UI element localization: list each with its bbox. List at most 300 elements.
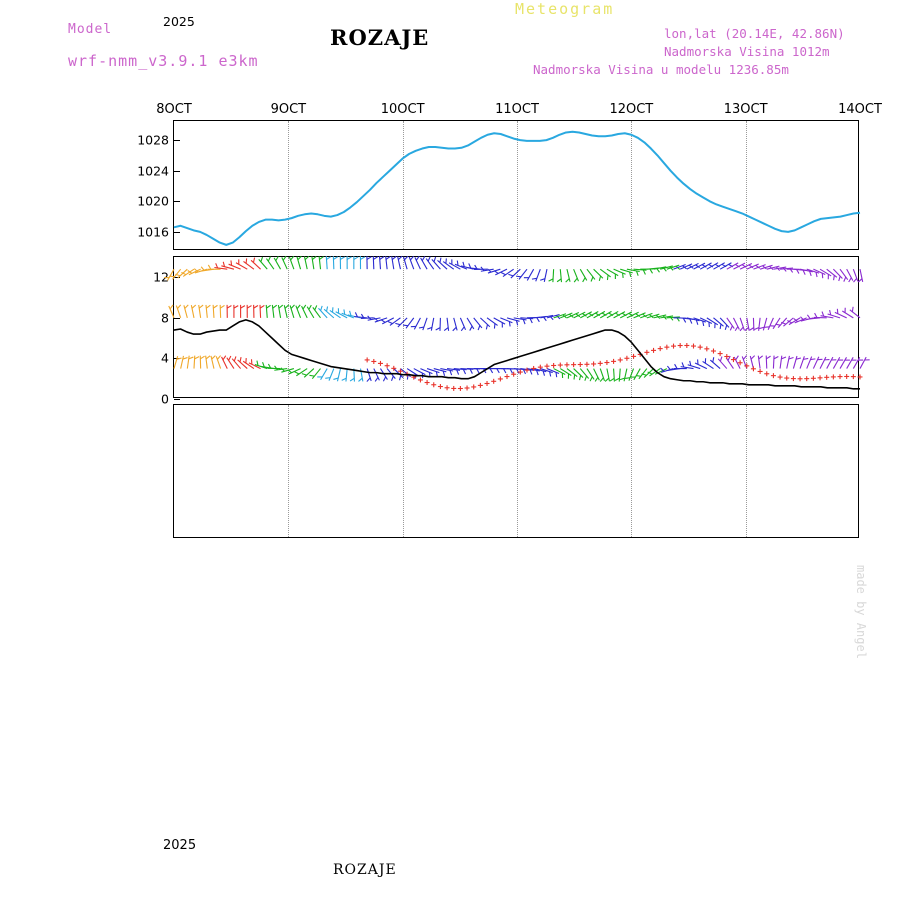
wind-barb-flag — [623, 273, 624, 278]
wind-barb-flag — [625, 378, 630, 379]
gust-marker — [604, 360, 609, 365]
wind-barb-flag — [610, 378, 614, 381]
x-axis-tick: 14OCT — [838, 102, 882, 117]
wind-barb-flag — [303, 305, 306, 309]
wind-barb-flag — [276, 256, 279, 260]
wind-barb-flag — [213, 305, 217, 308]
wind-barb-flag — [574, 375, 575, 380]
wind-barb-flag — [490, 369, 492, 373]
wind-barb — [614, 369, 615, 382]
wind-barb-flag — [764, 327, 769, 328]
wind-barb-flag — [229, 356, 231, 360]
wind-barb — [213, 305, 214, 318]
wind-barb-flag — [650, 269, 653, 273]
gust-marker — [764, 371, 769, 376]
wind-barb-flag — [470, 369, 472, 373]
wind-barb-flag — [315, 305, 317, 310]
gust-marker — [644, 350, 649, 355]
wind-barb-flag — [312, 256, 316, 259]
wind-barb — [423, 318, 427, 330]
wind-panel — [153, 256, 859, 407]
gust-marker — [844, 374, 849, 379]
wind-barb-flag — [510, 369, 512, 373]
wind-barb — [187, 356, 189, 369]
wind-barb-flag — [327, 257, 331, 260]
wind-barb-flag — [858, 279, 862, 282]
wind-barb-flag — [260, 305, 264, 308]
gust-marker — [664, 345, 669, 350]
gridline-vertical — [288, 405, 289, 537]
gust-marker — [798, 376, 803, 381]
wind-barb — [853, 357, 859, 368]
wind-barb — [536, 269, 541, 281]
gust-marker — [551, 363, 556, 368]
gust-marker — [371, 359, 376, 364]
gust-marker — [611, 359, 616, 364]
wind-barb-flag — [381, 320, 385, 323]
wind-barb-flag — [446, 258, 447, 263]
page-title: ROZAJE — [330, 25, 430, 50]
wind-barb — [860, 357, 866, 368]
wind-barb — [587, 312, 598, 318]
gust-marker — [824, 375, 829, 380]
wind-barb — [259, 259, 267, 269]
wind-barb — [793, 356, 797, 369]
x-axis-tick: 9OCT — [270, 102, 307, 117]
wind-barb-flag — [557, 279, 561, 282]
wind-barb-flag — [725, 325, 726, 330]
wind-barb-flag — [574, 278, 577, 282]
gust-marker — [378, 361, 383, 366]
wind-barb-flag — [440, 258, 441, 263]
wind-barb-flag — [400, 375, 401, 380]
wind-barb-flag — [386, 257, 390, 260]
y-axis-tick: 8 — [161, 310, 169, 326]
wind-barb-flag — [774, 357, 778, 359]
gust-marker — [831, 374, 836, 379]
wind-barb — [840, 357, 846, 368]
wind-barb — [431, 318, 433, 331]
wind-barb — [337, 369, 340, 382]
gust-marker — [431, 382, 436, 387]
wind-barb-flag — [494, 324, 495, 329]
wind-barb-flag — [503, 369, 505, 373]
made-by-credit: made by Angel — [854, 565, 868, 659]
wind-barb-flag — [713, 357, 714, 362]
wind-barb-flag — [595, 377, 598, 381]
wind-barb — [713, 263, 724, 270]
gust-marker — [445, 385, 450, 390]
wind-barb-flag — [436, 328, 440, 330]
x-axis-tick: 13OCT — [723, 102, 768, 117]
wind-barb-flag — [273, 305, 277, 308]
wind-barb-flag — [373, 257, 377, 260]
wind-barb-flag — [279, 305, 283, 308]
wind-barb-flag — [305, 256, 309, 259]
gust-marker — [858, 374, 863, 379]
wind-barb-flag — [605, 378, 609, 381]
gust-marker — [784, 376, 789, 381]
wind-barb — [266, 259, 273, 270]
gust-marker — [505, 374, 510, 379]
gust-marker — [471, 384, 476, 389]
plot-area — [174, 257, 860, 399]
wind-barb-flag — [388, 322, 393, 324]
wind-barb-flag — [217, 356, 220, 360]
gust-marker — [598, 361, 603, 366]
wind-barb-flag — [815, 313, 817, 317]
wind-barb-flag — [508, 274, 513, 275]
wind-barb-flag — [566, 279, 570, 282]
wind-barb — [421, 258, 427, 269]
wind-barb — [847, 357, 853, 368]
wind-barb — [768, 318, 773, 330]
wind-barb-flag — [844, 277, 846, 282]
wind-barb-flag — [497, 369, 500, 373]
wind-barb-flag — [720, 324, 721, 329]
wind-barb-flag — [410, 256, 413, 260]
wind-barb — [594, 311, 605, 317]
wind-barb-flag — [453, 327, 457, 331]
wind-barb — [780, 356, 782, 369]
wind-barb-flag — [383, 377, 385, 381]
wind-barb-flag — [461, 327, 464, 331]
wind-barb — [587, 269, 595, 279]
wind-barb-flag — [834, 275, 835, 280]
wind-barb — [694, 263, 705, 269]
gust-marker — [758, 369, 763, 374]
gust-marker — [698, 345, 703, 350]
y-axis-tick: 1028 — [137, 132, 169, 148]
wind-barb — [707, 263, 718, 269]
gust-marker — [771, 373, 776, 378]
wind-barb-flag — [607, 275, 608, 280]
wind-barb-flag — [177, 305, 180, 309]
wind-barb-flag — [367, 378, 370, 382]
wind-barb-flag — [170, 276, 175, 277]
wind-barb-flag — [537, 318, 540, 322]
wind-barb-flag — [254, 306, 258, 309]
wind-barb-flag — [192, 305, 196, 308]
wind-barb — [380, 256, 381, 269]
wind-barb-flag — [600, 378, 603, 382]
wind-barb — [274, 258, 280, 269]
wind-barb-flag — [501, 273, 506, 275]
wind-barb-flag — [170, 305, 173, 309]
wind-barb — [629, 369, 634, 381]
station-altitude-model: Nadmorska Visina u modelu 1236.85m — [533, 62, 789, 77]
wind-barb-flag — [283, 256, 286, 260]
gridline-vertical — [746, 405, 747, 537]
wind-barb — [827, 357, 833, 368]
wind-barb-flag — [392, 256, 396, 259]
wind-barb-flag — [591, 277, 593, 282]
wind-barb-flag — [556, 372, 557, 377]
wind-barb-flag — [509, 322, 510, 327]
gust-marker — [658, 346, 663, 351]
gust-marker — [564, 362, 569, 367]
gust-marker — [678, 343, 683, 348]
wind-barb-flag — [392, 376, 394, 381]
plot-area — [174, 121, 860, 251]
x-axis-tick: 8OCT — [156, 102, 192, 117]
wind-barb-flag — [195, 357, 199, 359]
y-axis-tick: 1024 — [137, 163, 169, 179]
gust-marker — [751, 366, 756, 371]
wind-barb-flag — [261, 257, 263, 262]
wind-barb-flag — [208, 265, 211, 269]
wind-barb-flag — [268, 257, 270, 262]
wind-barb — [720, 263, 731, 269]
wind-barb-flag — [740, 327, 743, 331]
gust-marker — [584, 362, 589, 367]
wind-barb-flag — [416, 256, 419, 260]
wind-barb — [766, 356, 767, 369]
gust-marker — [485, 381, 490, 386]
wind-barb-flag — [206, 305, 210, 308]
gridline-vertical — [517, 405, 518, 537]
wind-barb-flag — [354, 257, 358, 260]
gust-marker — [385, 363, 390, 368]
station-altitude: Nadmorska Visina 1012m — [664, 44, 830, 59]
wind-barb-flag — [321, 306, 323, 311]
wind-barb-flag — [234, 356, 236, 361]
wind-barb-flag — [298, 256, 301, 260]
year-label-bottom: 2025 — [163, 838, 197, 853]
wind-barb-flag — [291, 256, 294, 260]
wind-barb — [307, 307, 314, 318]
x-axis-tick: 12OCT — [609, 102, 654, 117]
wind-barb — [560, 269, 561, 282]
wind-barb-flag — [434, 257, 436, 262]
wind-barb — [833, 357, 839, 368]
wind-barb-flag — [234, 306, 238, 309]
gust-marker — [818, 375, 823, 380]
wind-barb — [840, 269, 848, 279]
wind-barb — [361, 318, 374, 319]
gust-marker — [711, 349, 716, 354]
wind-barb — [594, 369, 600, 381]
wind-barb-flag — [743, 356, 746, 360]
wind-barb-flag — [375, 377, 378, 381]
wind-barb-flag — [736, 356, 739, 360]
x-axis-tick: 11OCT — [495, 102, 539, 117]
wind-barb-flag — [247, 306, 251, 309]
wind-barb-flag — [223, 356, 226, 360]
wind-barb-flag — [549, 279, 553, 281]
wind-barb-flag — [220, 305, 224, 308]
gust-marker — [451, 386, 456, 391]
wind-barb-flag — [266, 305, 270, 308]
wind-barb — [600, 311, 611, 318]
wind-barb-flag — [766, 356, 770, 359]
wind-barb-flag — [759, 356, 763, 359]
wind-barb — [820, 357, 826, 369]
wind-barb — [174, 356, 178, 368]
wind-barb-flag — [291, 305, 294, 309]
gust-marker — [691, 344, 696, 349]
wind-barb-flag — [599, 276, 600, 281]
wind-barb-flag — [839, 276, 840, 281]
gust-marker — [498, 376, 503, 381]
wind-barb-flag — [470, 326, 472, 330]
wind-barb-flag — [319, 257, 323, 260]
wind-barb-flag — [516, 276, 521, 277]
wind-barb-flag — [302, 374, 307, 376]
y-axis-tickmark — [174, 399, 180, 400]
wind-barb-flag — [745, 327, 749, 330]
wind-barb-flag — [212, 356, 216, 359]
wind-barb-flag — [227, 306, 231, 309]
gust-marker — [591, 361, 596, 366]
y-axis-tick: 1016 — [137, 224, 169, 240]
wind-barb-flag — [360, 257, 364, 260]
gust-marker — [838, 374, 843, 379]
gust-marker — [851, 374, 856, 379]
wind-barb-flag — [295, 372, 299, 374]
wind-barb — [266, 305, 267, 318]
gust-marker — [811, 376, 816, 381]
wind-barb-flag — [206, 356, 210, 359]
wind-barb-flag — [327, 306, 328, 311]
wind-barb-flag — [200, 356, 204, 359]
wind-barb — [718, 359, 727, 369]
footer-station-label: ROZAJE — [333, 862, 397, 878]
wind-barb — [544, 269, 547, 282]
wind-barb-flag — [854, 278, 857, 282]
wind-barb — [467, 318, 474, 329]
wind-barb — [329, 369, 334, 381]
wind-barb-flag — [730, 326, 732, 331]
wind-barb-flag — [517, 369, 519, 373]
gust-marker — [438, 384, 443, 389]
wind-barb-flag — [750, 328, 754, 331]
gust-marker — [778, 375, 783, 380]
wind-barb-flag — [325, 378, 330, 379]
wind-barb — [580, 269, 587, 280]
wind-barb-flag — [422, 256, 425, 260]
wind-barb-flag — [444, 328, 448, 331]
wind-barb — [787, 356, 790, 369]
wind-barb — [206, 305, 207, 318]
wind-barb-flag — [309, 305, 311, 309]
wind-barb-flag — [583, 278, 585, 282]
wind-barb-flag — [636, 376, 641, 377]
gust-marker — [418, 377, 423, 382]
model-label: Model — [68, 22, 113, 37]
wind-barb-flag — [350, 378, 354, 381]
gust-marker — [618, 357, 623, 362]
meteogram-title: Meteogram — [515, 0, 615, 18]
wind-barb-flag — [807, 315, 810, 319]
wind-barb-flag — [720, 357, 722, 362]
wind-barb-flag — [477, 369, 479, 373]
gust-marker — [571, 362, 576, 367]
wind-barb-flag — [585, 376, 587, 381]
gust-marker — [791, 376, 796, 381]
wind-barb — [773, 356, 774, 369]
wind-barb-flag — [404, 256, 407, 260]
wind-barb-flag — [852, 307, 853, 312]
wind-barb-flag — [457, 261, 458, 266]
wind-barb — [474, 318, 482, 328]
wind-barb-flag — [246, 258, 247, 263]
wind-barb — [194, 356, 195, 369]
wind-barb-flag — [579, 375, 580, 380]
wind-barb-flag — [253, 258, 254, 263]
gust-marker — [631, 354, 636, 359]
wind-barb-flag — [275, 366, 278, 370]
gust-marker — [465, 385, 470, 390]
wind-barb-flag — [231, 260, 232, 265]
gust-marker — [718, 351, 723, 356]
wind-barb — [624, 369, 627, 382]
wind-barb — [700, 263, 711, 269]
gust-marker — [684, 343, 689, 348]
wind-barb-flag — [751, 356, 755, 359]
wind-barb-flag — [199, 305, 203, 308]
wind-barb-flag — [309, 375, 314, 376]
wind-barb — [553, 269, 554, 282]
gust-marker — [671, 344, 676, 349]
wind-barb-flag — [333, 257, 337, 260]
wind-barb-flag — [810, 359, 815, 360]
y-axis-tick: 4 — [161, 350, 169, 366]
gust-marker — [578, 362, 583, 367]
gust-marker — [544, 364, 549, 369]
series-line — [174, 132, 860, 245]
wind-barb-flag — [185, 305, 189, 309]
wind-barb-flag — [486, 325, 487, 330]
pressure-panel — [137, 102, 882, 250]
gridline-vertical — [403, 405, 404, 537]
wind-barb-flag — [347, 257, 351, 260]
gust-marker — [365, 357, 370, 362]
temperature-panel — [173, 404, 859, 538]
gust-marker — [491, 379, 496, 384]
gust-marker — [518, 370, 523, 375]
wind-barb-flag — [428, 257, 430, 262]
wind-barb-flag — [590, 377, 592, 381]
wind-barb-flag — [380, 257, 384, 260]
x-axis-tick: 10OCT — [380, 102, 425, 117]
wind-barb — [373, 256, 374, 269]
y-axis-tick: 12 — [153, 269, 169, 285]
wind-barb — [326, 256, 327, 269]
y-axis-tick: 1020 — [137, 193, 169, 209]
gust-marker — [458, 386, 463, 391]
gust-marker — [624, 356, 629, 361]
wind-barb-flag — [735, 327, 738, 331]
gridline-vertical — [631, 405, 632, 537]
wind-barb — [260, 305, 261, 318]
gust-marker — [804, 376, 809, 381]
wind-barb-flag — [395, 323, 400, 324]
wind-barb-flag — [403, 325, 408, 326]
wind-barb-flag — [675, 364, 677, 368]
wind-barb-flag — [367, 257, 371, 260]
series-line — [174, 320, 860, 389]
wind-barb-flag — [240, 357, 241, 362]
wind-barb-flag — [398, 256, 402, 259]
wind-barb — [333, 256, 334, 269]
gust-marker — [704, 346, 709, 351]
gust-marker — [425, 380, 430, 385]
year-label-top: 2025 — [163, 14, 195, 29]
wind-barb-flag — [285, 305, 289, 308]
wind-barb-flag — [241, 306, 245, 309]
wind-barb-flag — [340, 257, 344, 260]
